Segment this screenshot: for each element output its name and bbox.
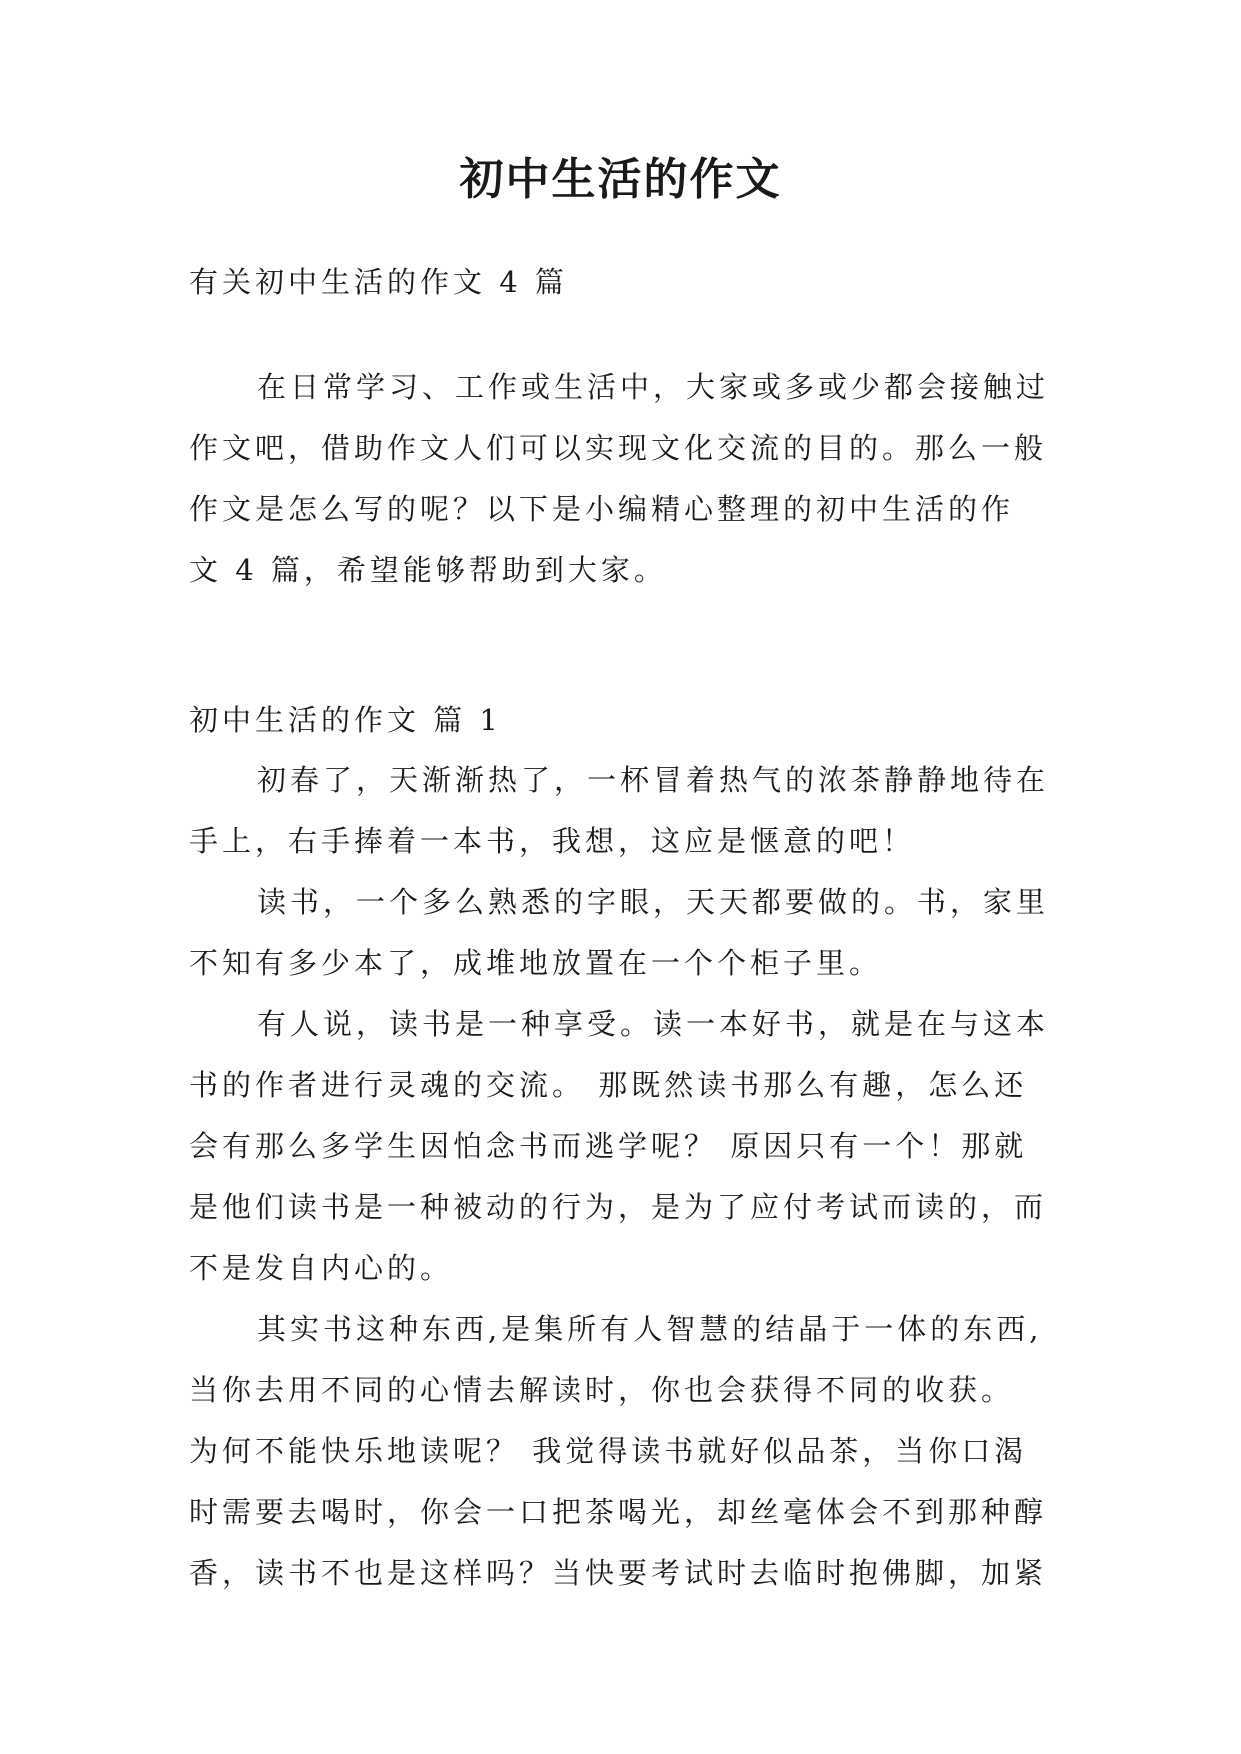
- text-line: 是他们读书是一种被动的行为，是为了应付考试而读的，而: [189, 1190, 1048, 1224]
- text-line: 当你去用不同的心情去解读时，你也会获得不同的收获。: [189, 1373, 1015, 1407]
- text-line: 为何不能快乐地读呢？ 我觉得读书就好似品茶，当你口渴: [189, 1434, 1028, 1468]
- text-line: 手上，右手捧着一本书，我想，这应是惬意的吧！: [189, 824, 916, 858]
- intro-paragraph: [189, 357, 1051, 601]
- text-line: 文 4 篇，希望能够帮助到大家。: [189, 553, 667, 587]
- text-line: 会有那么多学生因怕念书而逃学呢？ 原因只有一个！那就: [189, 1129, 1028, 1163]
- text-line: 初春了，天渐渐热了，一杯冒着热气的浓茶静静地待在: [257, 763, 1050, 797]
- page-title: 初中生活的作文: [459, 154, 782, 205]
- subtitle: [189, 252, 1051, 313]
- text-line: 有人说，读书是一种享受。读一本好书，就是在与这本: [257, 1007, 1050, 1041]
- section-heading-line: 初中生活的作文 篇 1: [189, 703, 502, 737]
- text-line: 读书，一个多么熟悉的字眼，天天都要做的。书，家里: [257, 885, 1050, 919]
- text-line: 书的作者进行灵魂的交流。 那既然读书那么有趣，怎么还: [189, 1068, 1028, 1102]
- text-line: 不是发自内心的。: [189, 1251, 454, 1285]
- text-line: 作文吧，借助作文人们可以实现文化交流的目的。那么一般: [189, 431, 1048, 465]
- text-line: 作文是怎么写的呢？以下是小编精心整理的初中生活的作: [189, 492, 1015, 526]
- text-line: 香，读书不也是这样吗？当快要考试时去临时抱佛脚，加紧: [189, 1556, 1048, 1590]
- body-text: [189, 750, 1051, 1604]
- section-heading: [189, 690, 1051, 751]
- text-line: 在日常学习、工作或生活中，大家或多或少都会接触过: [257, 370, 1050, 404]
- subtitle-line: 有关初中生活的作文 4 篇: [189, 265, 568, 299]
- text-line: 其实书这种东西,是集所有人智慧的结晶于一体的东西,: [257, 1312, 1043, 1346]
- text-line: 不知有多少本了，成堆地放置在一个个柜子里。: [189, 946, 883, 980]
- text-line: 时需要去喝时，你会一口把茶喝光，却丝毫体会不到那种醇: [189, 1495, 1048, 1529]
